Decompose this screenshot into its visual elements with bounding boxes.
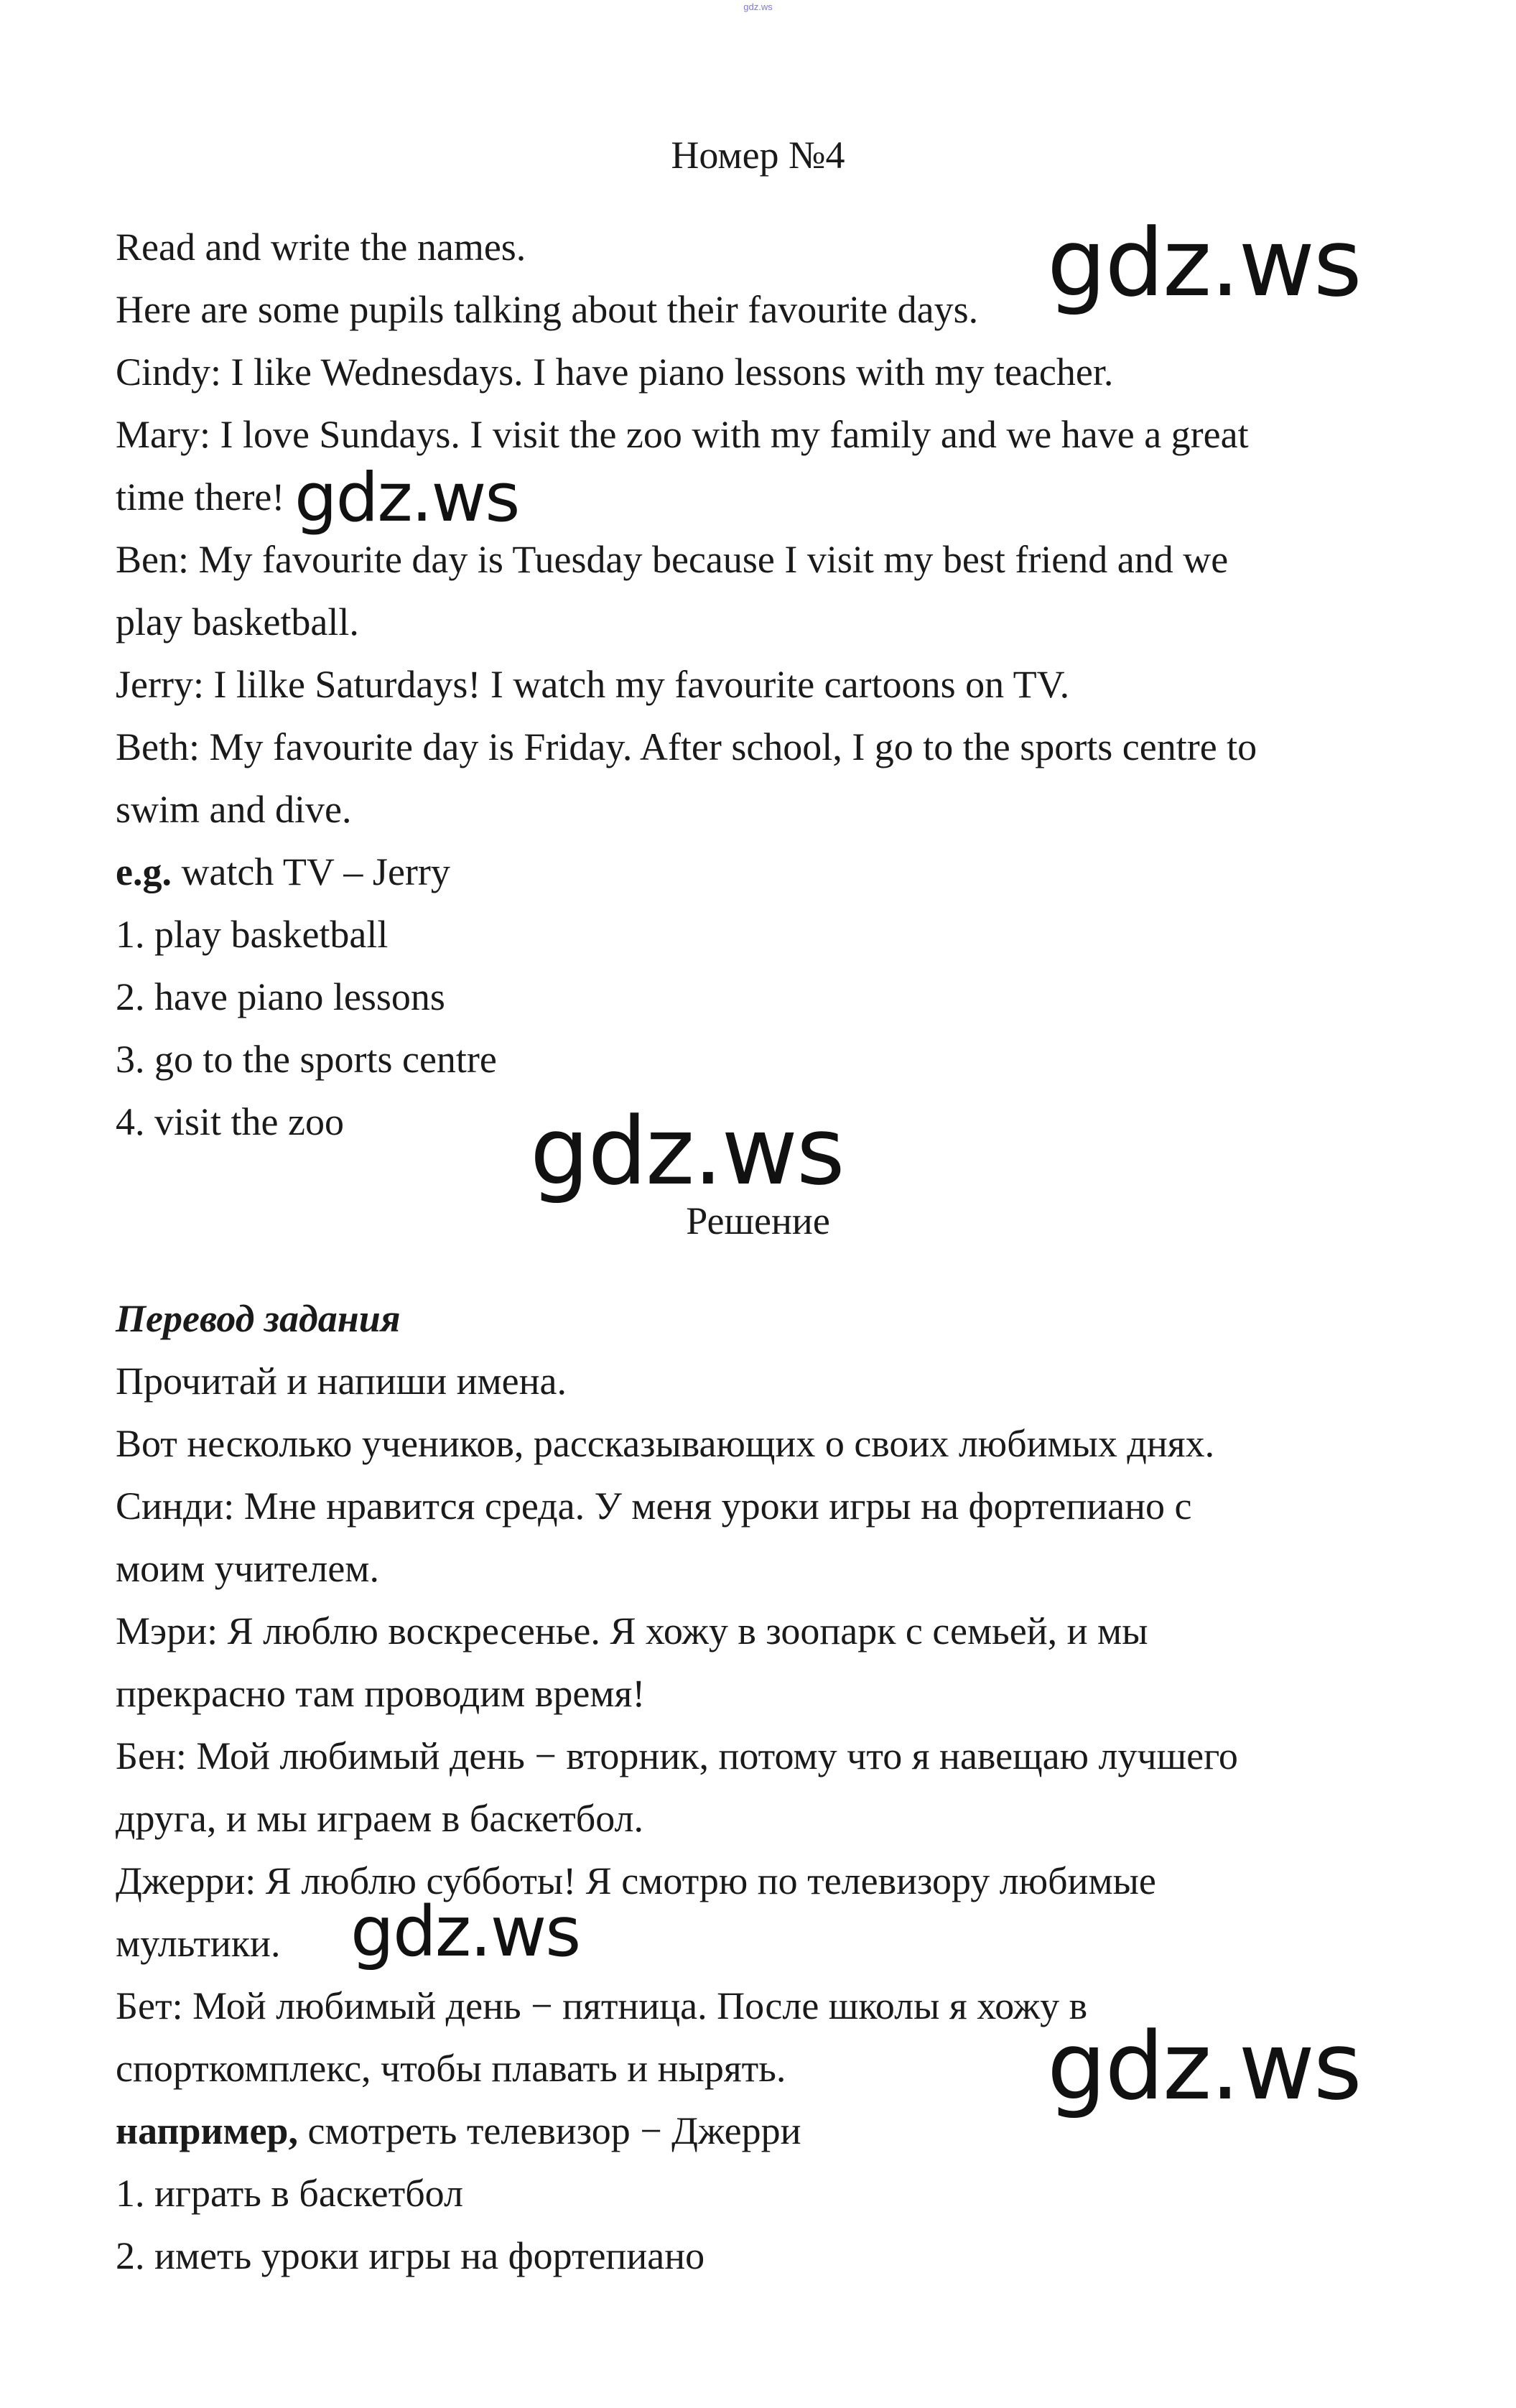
- task-line: Cindy: I like Wednesdays. I have piano lessons with my teacher.: [116, 350, 1114, 394]
- translation-line: мультики.: [116, 1922, 281, 1965]
- task-item: 1. play basketball: [116, 913, 389, 956]
- task-item: 2. have piano lessons: [116, 975, 445, 1018]
- translation-line: Синди: Мне нравится среда. У меня уроки игры на фортепиано с: [116, 1484, 1192, 1528]
- task-line: time there!: [116, 475, 285, 519]
- translation-line: Мэри: Я люблю воскресенье. Я хожу в зоопарк с семьей, и мы: [116, 1609, 1148, 1652]
- task-line: Read and write the names.: [116, 226, 526, 269]
- translation-line: Бет: Мой любимый день − пятница. После школы я хожу в: [116, 1984, 1088, 2027]
- watermark: gdz.ws: [350, 1892, 580, 1972]
- translation-item: 2. иметь уроки игры на фортепиано: [116, 2234, 705, 2277]
- example-label: e.g.: [116, 850, 172, 893]
- translation-line: Вот несколько учеников, рассказывающих о своих любимых днях.: [116, 1422, 1215, 1465]
- translation-heading: Перевод задания: [116, 1297, 401, 1340]
- translation-item: 1. играть в баскетбол: [116, 2172, 463, 2215]
- task-line: Beth: My favourite day is Friday. After school, I go to the sports centre to: [116, 725, 1257, 768]
- translation-line: Прочитай и напиши имена.: [116, 1359, 567, 1403]
- task-line: play basketball.: [116, 600, 359, 643]
- watermark: gdz.ws: [1047, 2012, 1361, 2121]
- solution-heading: Решение: [686, 1199, 830, 1242]
- task-item: 4. visit the zoo: [116, 1100, 344, 1143]
- example-text: watch TV – Jerry: [171, 850, 450, 893]
- translation-line: друга, и мы играем в баскетбол.: [116, 1797, 643, 1840]
- translation-line: Бен: Мой любимый день − вторник, потому что я навещаю лучшего: [116, 1734, 1238, 1777]
- task-item: 3. go to the sports centre: [116, 1038, 497, 1081]
- page-title: Номер №4: [671, 134, 845, 177]
- task-line: Mary: I love Sundays. I visit the zoo with my family and we have a great: [116, 413, 1249, 456]
- translation-example: [116, 2111, 801, 2150]
- task-line: Jerry: I lilke Saturdays! I watch my favourite cartoons on TV.: [116, 663, 1070, 706]
- task-line: swim and dive.: [116, 788, 352, 831]
- task-line: Ben: My favourite day is Tuesday because I visit my best friend and we: [116, 538, 1229, 581]
- watermark: gdz.ws: [530, 1097, 844, 1206]
- watermark: gdz.ws: [1047, 208, 1361, 317]
- task-example: [116, 852, 450, 891]
- translation-line: Джерри: Я люблю субботы! Я смотрю по телевизору любимые: [116, 1859, 1156, 1902]
- watermark: gdz.ws: [294, 459, 519, 537]
- translation-line: прекрасно там проводим время!: [116, 1672, 646, 1715]
- task-line: Here are some pupils talking about their favourite days.: [116, 288, 979, 331]
- top-watermark: gdz.ws: [743, 1, 773, 12]
- example-label: например,: [116, 2109, 298, 2152]
- translation-line: спорткомплекс, чтобы плавать и нырять.: [116, 2047, 786, 2090]
- translation-line: моим учителем.: [116, 1547, 379, 1590]
- example-text: смотреть телевизор − Джерри: [297, 2109, 801, 2152]
